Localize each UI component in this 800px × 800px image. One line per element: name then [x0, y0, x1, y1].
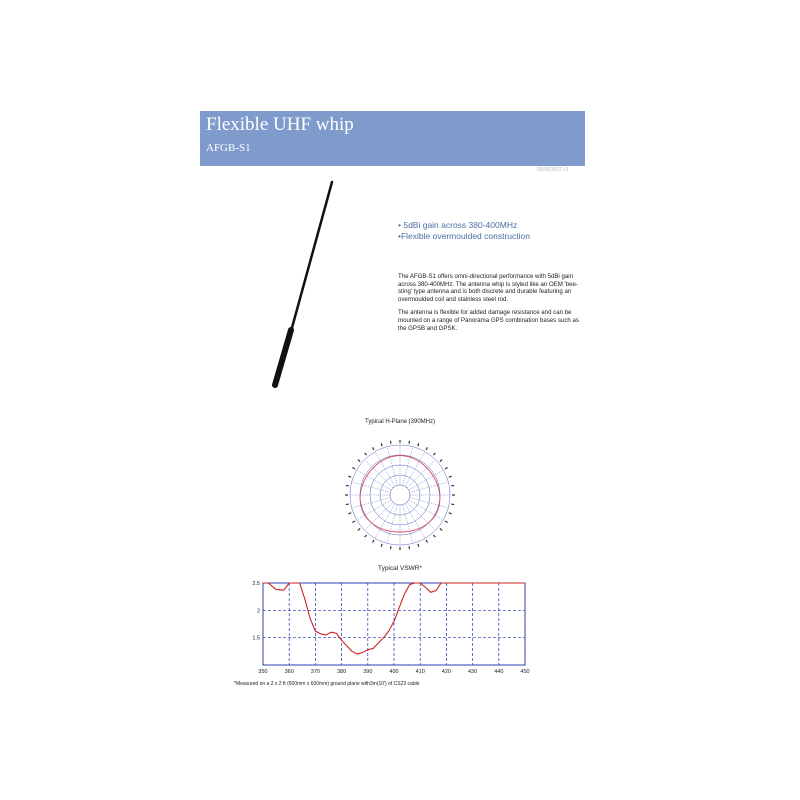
polar-angle-tick [409, 546, 410, 549]
vswr-x-tick-label: 420 [441, 669, 451, 675]
polar-grid-spoke [387, 505, 397, 544]
polar-grid-spoke [375, 504, 395, 539]
polar-chart-title: Typical H-Plane (390MHz) [364, 419, 436, 425]
vswr-x-tick-label: 350 [258, 669, 268, 675]
polar-angle-tick [381, 443, 382, 446]
polar-angle-tick [440, 460, 442, 462]
vswr-x-tick-label: 410 [415, 669, 425, 675]
polar-angle-tick [409, 441, 410, 444]
vswr-y-tick-label: 2.5 [252, 581, 260, 587]
polar-angle-tick [451, 504, 454, 505]
feature-item: • 5dBi gain across 380-400MHz [398, 220, 518, 230]
polar-angle-tick [358, 460, 360, 462]
polar-angle-tick [449, 476, 452, 477]
vswr-x-tick-label: 430 [468, 669, 478, 675]
vswr-chart [245, 575, 535, 681]
polar-angle-tick [358, 528, 360, 530]
polar-grid-spoke [407, 460, 435, 488]
vswr-x-tick-label: 370 [310, 669, 320, 675]
polar-grid-spoke [403, 447, 413, 486]
polar-angle-tick [445, 468, 448, 470]
polar-angle-tick [346, 504, 349, 505]
feature-item: •Flexible overmoulded construction [398, 231, 530, 241]
polar-grid-spoke [410, 498, 449, 508]
polar-angle-tick [348, 476, 351, 477]
polar-angle-tick [365, 453, 367, 455]
vswr-chart-title: Typical VSWR* [377, 565, 423, 572]
vswr-x-tick-label: 440 [494, 669, 504, 675]
header-banner [200, 111, 585, 166]
polar-angle-tick [390, 546, 391, 549]
revision-date: 05/06/2012 v1 [537, 167, 569, 173]
vswr-x-tick-label: 400 [389, 669, 399, 675]
description-paragraph: The AFGB-S1 offers omni-directional performance with 5dBi gain across 380-400MHz. The antenna whip is styled like an OEM 'bee-sting' type antenna and is both discrete and durable featuring an overmoulded coil and stainless steel rod. [398, 273, 578, 303]
h-plane-polar-chart [335, 430, 465, 560]
polar-angle-tick [373, 447, 375, 450]
feature-list [398, 220, 530, 242]
measurement-footnote: *Measured on a 2 x 2 ft (600mm x 600mm) ground plane with3m(10') of CS23 cable [234, 681, 420, 687]
polar-angle-tick [445, 521, 448, 523]
polar-angle-tick [390, 441, 391, 444]
vswr-x-tick-label: 450 [520, 669, 530, 675]
polar-angle-tick [418, 544, 419, 547]
vswr-y-tick-label: 1.5 [252, 635, 260, 642]
polar-grid-spoke [387, 447, 397, 486]
polar-grid-spoke [410, 482, 449, 492]
polar-angle-tick [373, 540, 375, 543]
product-code: AFGB-S1 [206, 142, 251, 154]
polar-grid-spoke [365, 502, 393, 530]
polar-grid-spoke [403, 505, 413, 544]
polar-angle-tick [381, 544, 382, 547]
polar-angle-tick [352, 521, 355, 523]
polar-grid-spoke [407, 502, 435, 530]
polar-angle-tick [348, 513, 351, 514]
polar-angle-tick [426, 540, 428, 543]
polar-grid-spoke [365, 460, 393, 488]
whip-antenna-image [265, 180, 345, 390]
polar-angle-tick [433, 453, 435, 455]
polar-angle-tick [440, 528, 442, 530]
vswr-y-tick-label: 2 [256, 608, 260, 615]
polar-grid-spoke [352, 482, 391, 492]
polar-angle-tick [346, 485, 349, 486]
polar-grid-spoke [352, 498, 391, 508]
vswr-x-tick-label: 360 [284, 669, 294, 675]
polar-angle-tick [352, 468, 355, 470]
polar-angle-tick [418, 443, 419, 446]
polar-angle-tick [433, 535, 435, 537]
vswr-x-tick-label: 380 [337, 669, 347, 675]
polar-grid-ring [390, 485, 410, 505]
polar-angle-tick [451, 485, 454, 486]
polar-grid-spoke [405, 504, 425, 539]
product-description [398, 273, 583, 338]
vswr-x-tick-label: 390 [363, 669, 373, 675]
polar-angle-tick [426, 447, 428, 450]
description-paragraph: The antenna is flexible for added damage resistance and can be mounted on a range of Panorama GPS combination bases such as the GPSB and GPSK. [398, 309, 579, 332]
polar-angle-tick [449, 513, 452, 514]
polar-angle-tick [365, 535, 367, 537]
page-title: Flexible UHF whip [206, 114, 354, 135]
